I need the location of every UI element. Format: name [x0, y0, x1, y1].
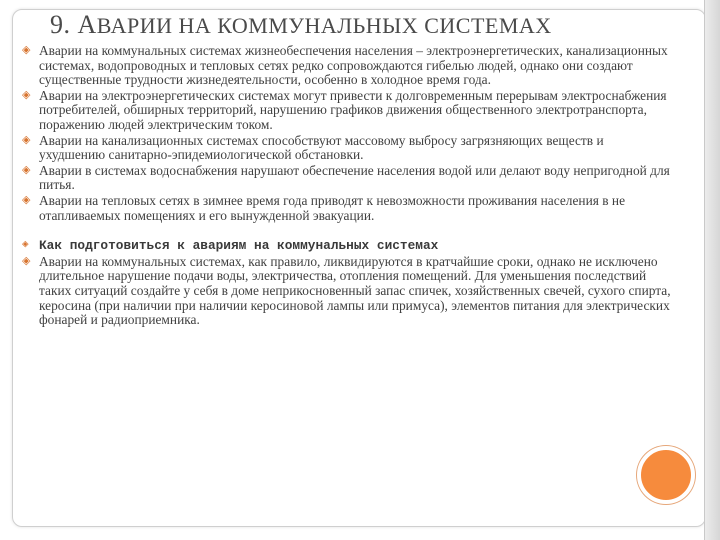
- slide-title: [50, 10, 552, 40]
- diamond-bullet-icon: ◈: [22, 163, 31, 176]
- diamond-bullet-icon: ◈: [22, 44, 31, 56]
- bullet-text: Аварии в системах водоснабжения нарушают обеспечение населения водой или делают воду непригодной для питья.: [39, 162, 670, 193]
- section-text: Аварии на коммунальных системах, как правило, ликвидируются в кратчайшие сроки, однако не исключено длительное нарушение подачи воды, электричества, отопления помещений. Для уменьшения последствий таких ситуаций создайте у себя в доме неприкосновенный запас спичек, хозяйственных свечей, сухого спирта, керосина (при наличии при наличии керосиновой лампы или примуса), элементов питания для электрических фонарей и радиоприемника.: [39, 253, 671, 328]
- diamond-bullet-icon: ◈: [22, 254, 31, 267]
- diamond-bullet-icon: ◈: [22, 193, 31, 206]
- bullet-item: [22, 134, 672, 163]
- slide-title-lead: 9. А: [50, 10, 97, 39]
- orange-circle-icon: [637, 446, 695, 504]
- bullet-item: [22, 255, 672, 328]
- bullet-item: [22, 164, 672, 193]
- bullet-text: Аварии на коммунальных системах жизнеобеспечения населения – электроэнергетических, канализационных системах, водопроводных и тепловых сетях редко сопровождаются гибелью людей, однако они создают существенные трудности жизнедеятельности, особенно в холодное время года.: [39, 43, 668, 88]
- bullet-item: [22, 89, 672, 133]
- slide-content: [22, 44, 672, 329]
- bullet-item: [22, 44, 672, 88]
- diamond-bullet-icon: ◈: [22, 133, 31, 146]
- slide-title-rest: ВАРИИ НА КОММУНАЛЬНЫХ СИСТЕМАХ: [96, 13, 552, 38]
- diamond-bullet-icon: ◈: [22, 239, 29, 252]
- section-heading: Как подготовиться к авариям на коммунальных системах: [39, 238, 439, 254]
- slide-edge-band: [704, 0, 720, 540]
- section-heading-item: [22, 239, 672, 254]
- bullet-text: Аварии на электроэнергетических системах могут привести к долговременным перерывам электроснабжения потребителей, обширных территорий, нарушению графиков движения общественного электротранспорта, поражению людей электрическим током.: [39, 87, 667, 132]
- bullet-item: [22, 194, 672, 223]
- diamond-bullet-icon: ◈: [22, 88, 31, 101]
- bullet-text: Аварии на тепловых сетях в зимнее время года приводят к невозможности проживания населения в не отапливаемых помещениях и его вынужденной эвакуации.: [39, 192, 626, 223]
- bullet-text: Аварии на канализационных системах способствуют массовому выбросу загрязняющих веществ и ухудшению санитарно-эпидемиологической обстановки.: [39, 132, 604, 163]
